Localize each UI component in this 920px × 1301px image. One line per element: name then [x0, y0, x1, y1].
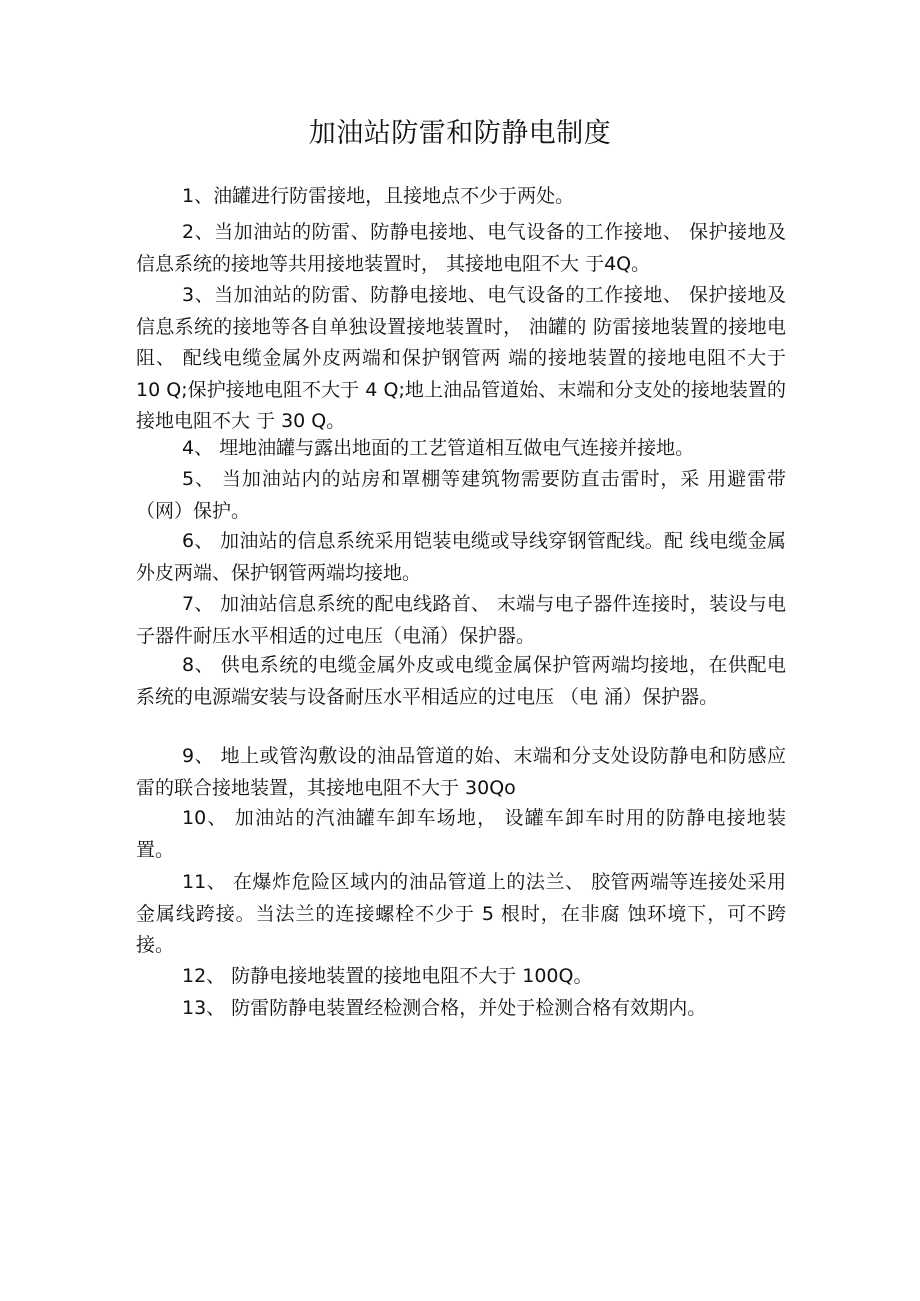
- rule-item-13: 13、 防雷防静电装置经检测合格，并处于检测合格有效期内。: [182, 997, 707, 1019]
- rule-item-5: 5、 当加油站内的站房和罩棚等建筑物需要防直击雷时，采 用避雷带（网）保护。: [136, 468, 786, 522]
- rule-item-7: 7、 加油站信息系统的配电线路首、 末端与电子器件连接时，装设与电子器件耐压水平相适的过电压（电涌）保护器。: [136, 593, 786, 647]
- document-title: 加油站防雷和防静电制度: [308, 118, 612, 149]
- rule-item-6: 6、 加油站的信息系统采用铠装电缆或导线穿钢管配线。配 线电缆金属外皮两端、保护钢管两端均接地。: [136, 530, 786, 584]
- rule-item-2: 2、当加油站的防雷、防静电接地、电气设备的工作接地、 保护接地及信息系统的接地等共用接地装置时， 其接地电阻不大 于4Q。: [136, 221, 786, 275]
- rule-item-8: 8、 供电系统的电缆金属外皮或电缆金属保护管两端均接地，在供配电系统的电源端安装与设备耐压水平相适应的过电压 （电 涌）保护器。: [136, 654, 786, 708]
- rule-item-9: 9、 地上或管沟敷设的油品管道的始、末端和分支处设防静电和防感应雷的联合接地装置，其接地电阻不大于 30Qo: [136, 745, 786, 799]
- rule-item-3: 3、当加油站的防雷、防静电接地、电气设备的工作接地、 保护接地及信息系统的接地等各自单独设置接地装置时， 油罐的 防雷接地装置的接地电阻、 配线电缆金属外皮两端和保护钢管两 端的接地装置的接地电阻不大于 10 Q;保护接地电阻不大于 4 Q;地上油品管道始、末端和分支处的接地装置的接地电阻不大 于 30 Q。: [136, 284, 786, 432]
- rule-item-11: 11、 在爆炸危险区域内的油品管道上的法兰、 胶管两端等连接处采用金属线跨接。当法兰的连接螺栓不少于 5 根时，在非腐 蚀环境下，可不跨接。: [136, 871, 786, 956]
- rule-item-1: 1、油罐进行防雷接地，且接地点不少于两处。: [182, 185, 575, 207]
- rule-item-12: 12、 防静电接地装置的接地电阻不大于 100Q。: [182, 965, 593, 987]
- rule-item-4: 4、 埋地油罐与露出地面的工艺管道相互做电气连接并接地。: [182, 437, 695, 459]
- rule-item-10: 10、 加油站的汽油罐车卸车场地， 设罐车卸车时用的防静电接地装置。: [136, 807, 786, 861]
